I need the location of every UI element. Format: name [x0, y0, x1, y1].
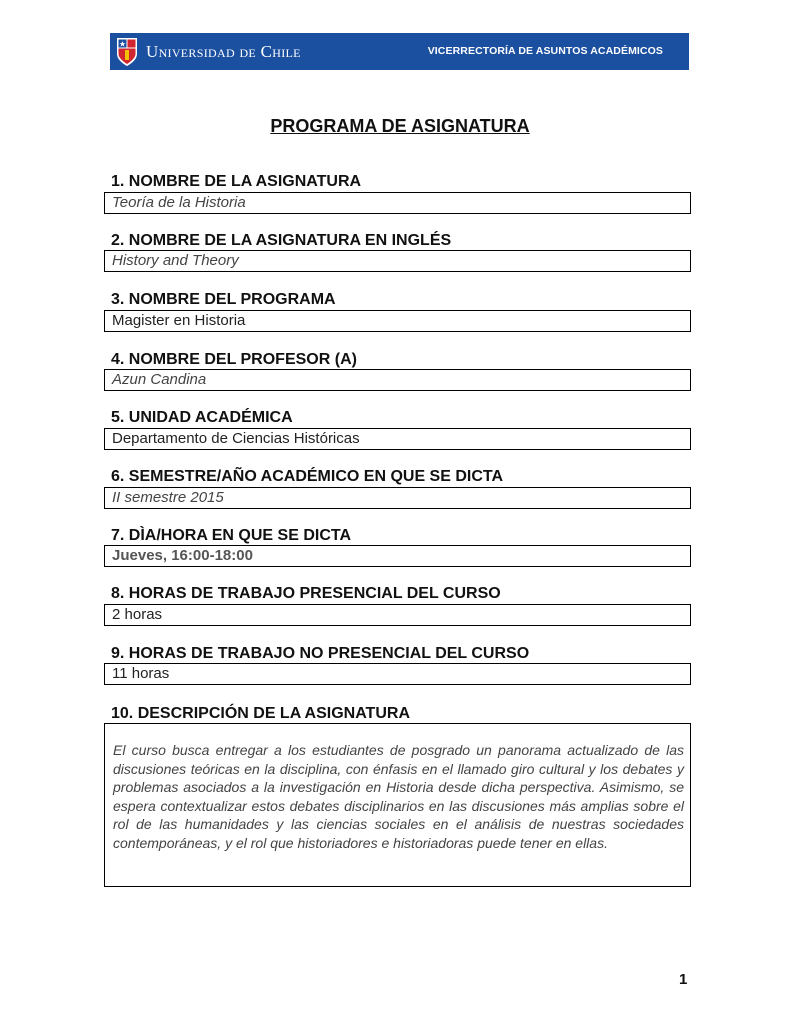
field-professor-name: Azun Candina	[104, 369, 691, 391]
field-non-presential-hours: 11 horas	[104, 663, 691, 685]
field-semester: II semestre 2015	[104, 487, 691, 509]
section-heading-1: 1. NOMBRE DE LA ASIGNATURA	[111, 173, 362, 190]
section-heading-4: 4. NOMBRE DEL PROFESOR (A)	[111, 351, 357, 368]
section-heading-5: 5. UNIDAD ACADÉMICA	[111, 409, 293, 426]
university-crest-icon	[116, 36, 138, 67]
section-heading-10: 10. DESCRIPCIÓN DE LA ASIGNATURA	[111, 705, 410, 722]
field-course-name-english: History and Theory	[104, 250, 691, 272]
course-description: El curso busca entregar a los estudiantes de posgrado un panorama actualizado de las discusiones teóricas en la disciplina, con énfasis en el llamado giro cultural y los debates y problemas asociados a la investigación en Historia desde dicha perspectiva. Asimismo, se espera contextualizar estos debates disciplinarios en las discusiones más amplias sobre el rol de las humanidades y las ciencias sociales en el análisis de nuestras sociedades contemporáneas, y el rol que historiadores e historiadoras puede tener en ellas.	[113, 742, 684, 851]
page-title: PROGRAMA DE ASIGNATURA	[270, 116, 530, 136]
field-program-name: Magister en Historia	[104, 310, 691, 332]
header-banner	[110, 33, 689, 70]
vicerrectoria-label: VICERRECTORÍA DE ASUNTOS ACADÉMICOS	[427, 45, 663, 57]
section-heading-6: 6. SEMESTRE/AÑO ACADÉMICO EN QUE SE DICTA	[111, 468, 504, 485]
field-course-name: Teoría de la Historia	[104, 192, 691, 214]
field-day-time: Jueves, 16:00-18:00	[104, 545, 691, 567]
field-academic-unit: Departamento de Ciencias Históricas	[104, 428, 691, 450]
field-presential-hours: 2 horas	[104, 604, 691, 626]
university-name: Universidad de Chile	[146, 42, 301, 61]
section-heading-3: 3. NOMBRE DEL PROGRAMA	[111, 291, 336, 308]
page-number: 1	[679, 971, 688, 988]
section-heading-8: 8. HORAS DE TRABAJO PRESENCIAL DEL CURSO	[111, 585, 501, 602]
section-heading-2: 2. NOMBRE DE LA ASIGNATURA EN INGLÉS	[111, 232, 452, 249]
section-heading-7: 7. DÌA/HORA EN QUE SE DICTA	[111, 527, 352, 544]
description-box	[104, 723, 691, 887]
section-heading-9: 9. HORAS DE TRABAJO NO PRESENCIAL DEL CURSO	[111, 645, 530, 662]
